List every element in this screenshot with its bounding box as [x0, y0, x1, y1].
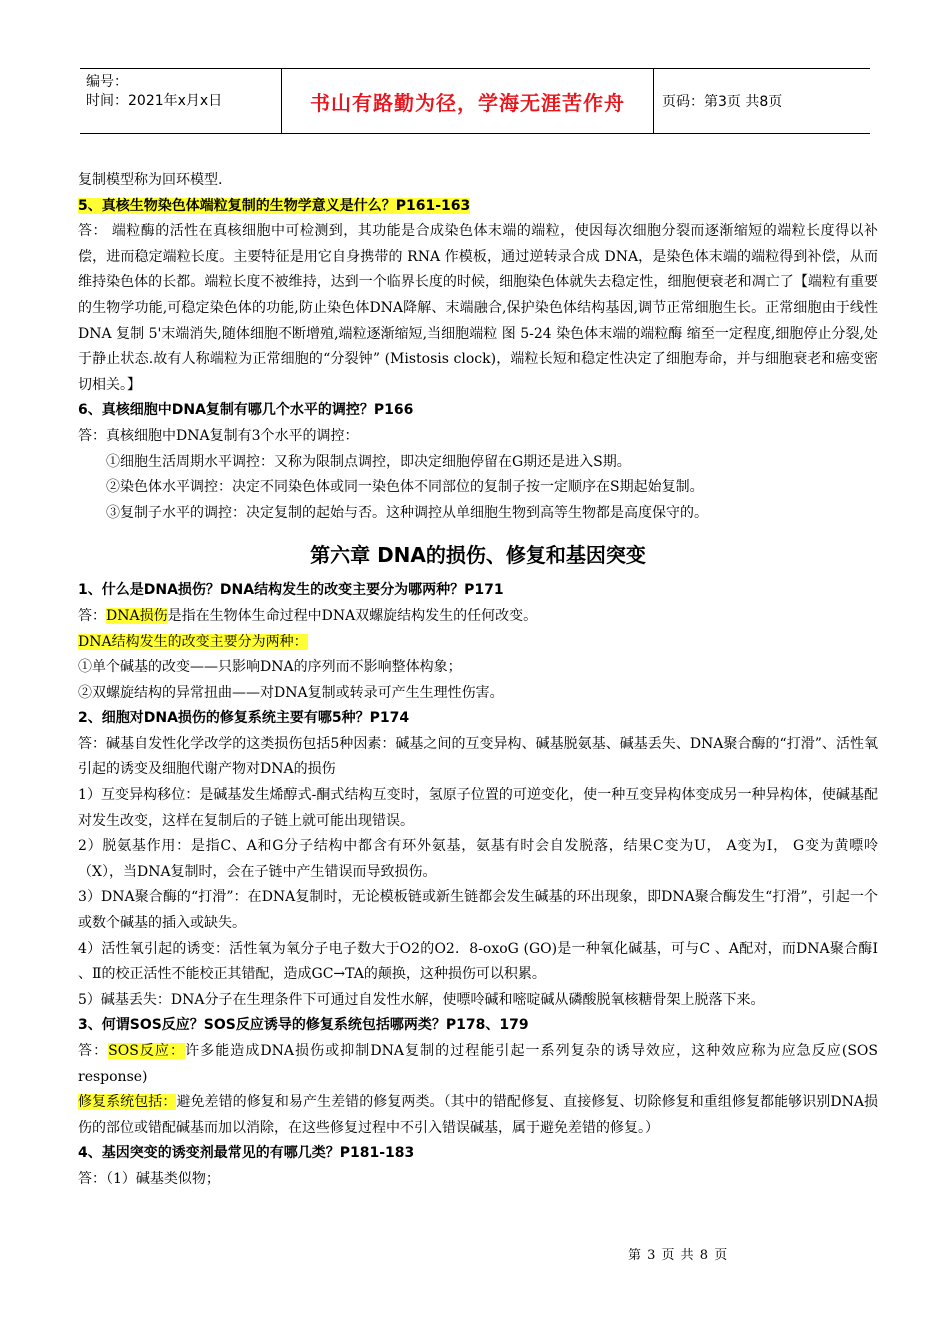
highlight-term: SOS反应： — [108, 1043, 186, 1059]
answer-prefix: 答： — [78, 607, 106, 624]
answer-text: 许多能造成DNA损伤或抑制DNA复制的过程能引起一系列复杂的诱导效应，这种效应称为应急反应(SOS response) — [78, 1043, 878, 1085]
list-item: 2）脱氨基作用：是指C、A和G分子结构中都含有环外氨基，氨基有时会自发脱落，结果C变为U， A变为I， G变为黄嘌呤（X），当DNA复制时，会在子链中产生错误而导致损伤。 — [78, 838, 878, 880]
header-motto: 书山有路勤为径，学海无涯苦作舟 — [282, 69, 654, 133]
document-body — [78, 168, 878, 1193]
page-header — [80, 68, 870, 134]
answer-paragraph — [78, 604, 878, 630]
answer-paragraph: 答：碱基自发性化学改学的这类损伤包括5种因素：碱基之间的互变异构、碱基脱氨基、碱基丢失、DNA聚合酶的“打滑”、活性氧引起的诱变及细胞代谢产物对DNA的损伤 — [78, 735, 878, 778]
list-item: ③复制子水平的调控：决定复制的起始与否。这种调控从单细胞生物到高等生物都是高度保守的。 — [106, 504, 708, 521]
list-item: 5）碱基丢失：DNA分子在生理条件下可通过自发性水解，使嘌呤碱和嘧啶碱从磷酸脱氧核糖骨架上脱落下来。 — [78, 991, 765, 1008]
question-c1: 1、什么是DNA损伤？DNA结构发生的改变主要分为哪两种？P171 — [78, 582, 504, 599]
list-item: 1）互变异构移位：是碱基发生烯醇式-酮式结构互变时，氢原子位置的可逆变化，使一种互变异构体变成另一种异构体，使碱基配对发生改变，这样在复制后的子链上就可能出现错误。 — [78, 787, 878, 829]
list-item: ②双螺旋结构的异常扭曲——对DNA复制或转录可产生生理性伤害。 — [78, 684, 504, 701]
question-c4: 4、基因突变的诱变剂最常见的有哪几类？P181-183 — [78, 1145, 415, 1162]
page-footer: 第 3 页 共 8 页 — [628, 1248, 729, 1263]
answer-prefix: 答： — [78, 1043, 109, 1059]
answer-paragraph — [78, 1090, 878, 1141]
header-page-label: 页码：第3页 共8页 — [662, 94, 783, 110]
question-5: 5、真核生物染色体端粒复制的生物学意义是什么？P161-163 — [78, 197, 471, 214]
answer-paragraph: 答：真核细胞中DNA复制有3个水平的调控： — [78, 427, 359, 444]
highlight-term: 修复系统包括： — [78, 1094, 177, 1111]
paragraph: 复制模型称为回环模型. — [78, 172, 223, 188]
question-c3: 3、何谓SOS反应？SOS反应诱导的修复系统包括哪两类？P178、179 — [78, 1017, 529, 1034]
answer-paragraph: 答： 端粒酶的活性在真核细胞中可检测到，其功能是合成染色体末端的端粒，使因每次细胞分裂而逐渐缩短的端粒长度得以补偿，进而稳定端粒长度。主要特征是用它自身携带的 RNA 作模板，通过逆转录合成 DNA，是染色体末端的端粒得到补偿，从而维持染色体的长都。端粒长度不被维持，达到一个临界长度的时候，细胞染色体就失去稳定性，细胞便衰老和凋亡了【端粒有重要的生物学功能,可稳定染色体的功能,防止染色体DNA降解、末端融合,保护染色体结构基因,调节正常细胞生长。正常细胞由于线性 DNA 复制 5'末端消失,随体细胞不断增殖,端粒逐渐缩短,当细胞端粒 图 5-24 染色体末端的端粒酶 缩至一定程度,细胞停止分裂,处于静止状态.故有人称端粒为正常细胞的“分裂钟” (Mistosis clock)，端粒长短和稳定性决定了细胞寿命，并与细胞衰老和癌变密切相关。】 — [78, 223, 878, 393]
answer-paragraph — [78, 630, 878, 656]
answer-paragraph — [78, 1039, 878, 1090]
list-item: ②染色体水平调控：决定不同染色体或同一染色体不同部位的复制子按一定顺序在S期起始复制。 — [106, 479, 704, 496]
list-item: 4）活性氧引起的诱变：活性氧为氧分子电子数大于O2的O2．8-oxoG (GO)是一种氧化碱基，可与C 、A配对，而DNA聚合酶Ⅰ 、Ⅱ的校正活性不能校正其错配，造成GC→TA的颠换，这种损伤可以积累。 — [78, 940, 878, 983]
list-item: ①细胞生活周期水平调控：又称为限制点调控，即决定细胞停留在G期还是进入S期。 — [106, 453, 631, 470]
question-6: 6、真核细胞中DNA复制有哪几个水平的调控？P166 — [78, 402, 414, 419]
list-item: 3）DNA聚合酶的“打滑”：在DNA复制时，无论模板链或新生链都会发生碱基的环出现象，即DNA聚合酶发生“打滑”，引起一个或数个碱基的插入或缺失。 — [78, 889, 878, 932]
answer-text: 是指在生物体生命过程中DNA双螺旋结构发生的任何改变。 — [167, 607, 538, 624]
question-c2: 2、细胞对DNA损伤的修复系统主要有哪5种？P174 — [78, 710, 410, 727]
number-label: 编号： — [86, 74, 128, 90]
chapter-title: 第六章 DNA的损伤、修复和基因突变 — [310, 543, 646, 568]
highlight-term: DNA损伤 — [106, 607, 168, 624]
highlight-term: DNA结构发生的改变主要分为两种： — [78, 633, 308, 650]
list-item: ①单个碱基的改变——只影响DNA的序列而不影响整体构象； — [78, 659, 462, 676]
answer-paragraph: 答：（1）碱基类似物； — [78, 1170, 220, 1187]
question-heading — [78, 194, 878, 220]
answer-text: 避免差错的修复和易产生差错的修复两类。（其中的错配修复、直接修复、切除修复和重组修复都能够识别DNA损伤的部位或错配碱基而加以消除，在这些修复过程中不引入错误碱基，属于避免差错的修复。） — [78, 1094, 878, 1136]
header-info-cell — [80, 69, 282, 133]
time-label: 时间：2021年x月x日 — [86, 93, 223, 109]
